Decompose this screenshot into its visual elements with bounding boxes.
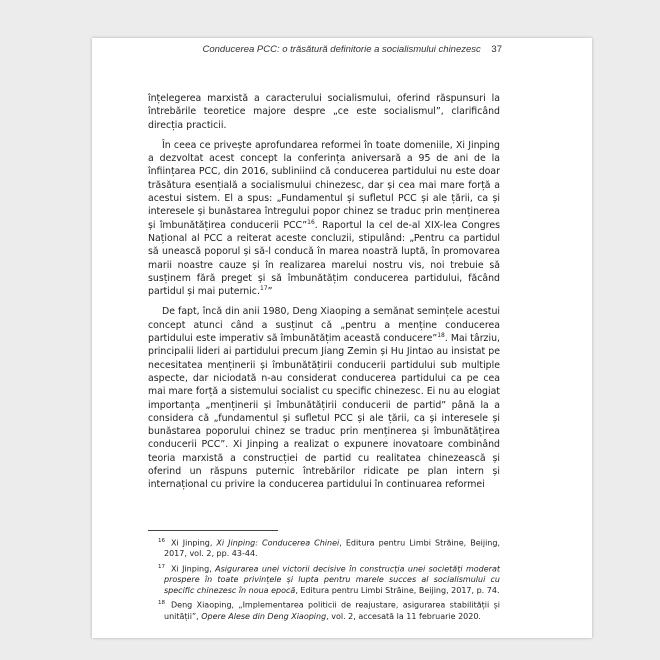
paragraph-3-text: De fapt, încă din anii 1980, Deng Xiaoping a semănat semințele acestui concept atunci când a susținut că „pentru a menține conducerea partidului este imperativ să îmbunătățim această conducere” [148,306,500,345]
paragraph-3-text-cont: . Mai târziu, principalii lideri ai partidului precum Jiang Zemin și Hu Jintao au insistat pe necesitatea menținerii și îmbunătățirii conducerii partidului sub multiple aspecte, dar niciodată n-au considerat conducerea partidului ca pe cea mai mare forță a sistemului socialist cu specific chinezesc. Ei nu au elogiat importanța „menținerii și îmbunătățirii conducerii de partid” până la a considera că „fundamentul și sufletul PCC și ale țării, ca și interesele și bunăstarea poporului chinez se traduc prin menținerea și îmbunătățirea conducerii PCC”. Xi Jinping a realizat o expunere inovatoare combinând teoria marxistă a construcției de partid cu realitatea chinezească și oferind un răspuns puternic întrebărilor ridicate pe plan intern și internațional cu privire la conducerea partidului în continuarea reformei [148,333,500,491]
footnote-details: , vol. 2, accesată la 11 februarie 2020. [326,611,481,621]
footnote-title: Xi Jinping: Conducerea Chinei [216,538,340,548]
paragraph-1: înțelegerea marxistă a caracterului socialismului, oferind răspunsuri la întrebările teoretice majore despre „ce este socialismul”, clarificând direcția practicii. [148,93,500,131]
paragraph-2-closing-quote: ” [267,286,273,298]
footnote-number: 18 [158,600,165,607]
footnote-author: Deng Xiaoping, „Implementarea politicii de reajustare, asigurarea stabilității și unității”, [164,600,500,621]
running-title: Conducerea PCC: o trăsătură definitorie a socialismului chinezesc [202,44,481,55]
paragraph-2-text-cont: . Raportul la cel de-al XIX-lea Congres Național al PCC a reiterat aceste concluzii, stipulând: „Pentru ca partidul să unească poporul și să-l conducă în marea noastră luptă, în promovarea marii noastre cauze și în realizarea marelui nostru vis, noi trebuie să susținem fără preget și să îmbunătățim conducerea partidului, făcând partidul și mai puternic. [148,219,500,298]
footnote-18 [148,598,500,622]
footnote-17 [148,562,500,596]
paragraph-3 [148,305,500,491]
footnote-16 [148,536,500,560]
running-header [92,44,502,55]
body-text [148,92,500,499]
footnote-ref-16: 16 [307,218,315,226]
footnote-ref-18: 18 [437,331,445,339]
footnote-details: , Editura pentru Limbi Străine, Beijing, 2017, vol. 2, pp. 43-44. [164,538,500,559]
paragraph-2 [148,139,500,299]
footnote-details: , Editura pentru Limbi Străine, Beijing, 2017, p. 74. [295,585,500,595]
footnotes [148,536,500,624]
footnote-author: Xi Jinping, [171,564,216,574]
footnote-number: 16 [158,538,165,544]
footnote-title: Asigurarea unei victorii decisive în construcția unei societăți moderat prospere în toate privințele și lupta pentru marele succes al socialismului cu specific chinezesc în noua epocă [164,564,500,595]
paragraph-2-text: În ceea ce privește aprofundarea reformei în toate domeniile, Xi Jinping a dezvoltat acest concept la conferința aniversară a 95 de ani de la înființarea PCC, din 2016, subliniind că conducerea partidului nu este doar trăsătura esențială a socialismului chinezesc, dar și cea mai mare forță a acestui sistem. El a spus: „Fundamentul și sufletul PCC și ale țării, ca și interesele și bunăstarea întregului popor chinez se traduc prin menținerea și îmbunătățirea conducerii PCC” [148,139,500,231]
footnote-ref-17: 17 [259,285,268,293]
footnote-title: Opere Alese din Deng Xiaoping [201,611,327,621]
footnote-author: Xi Jinping, [171,538,217,548]
page-number: 37 [491,44,502,55]
footnote-separator [148,530,278,531]
footnote-number: 17 [158,563,165,570]
